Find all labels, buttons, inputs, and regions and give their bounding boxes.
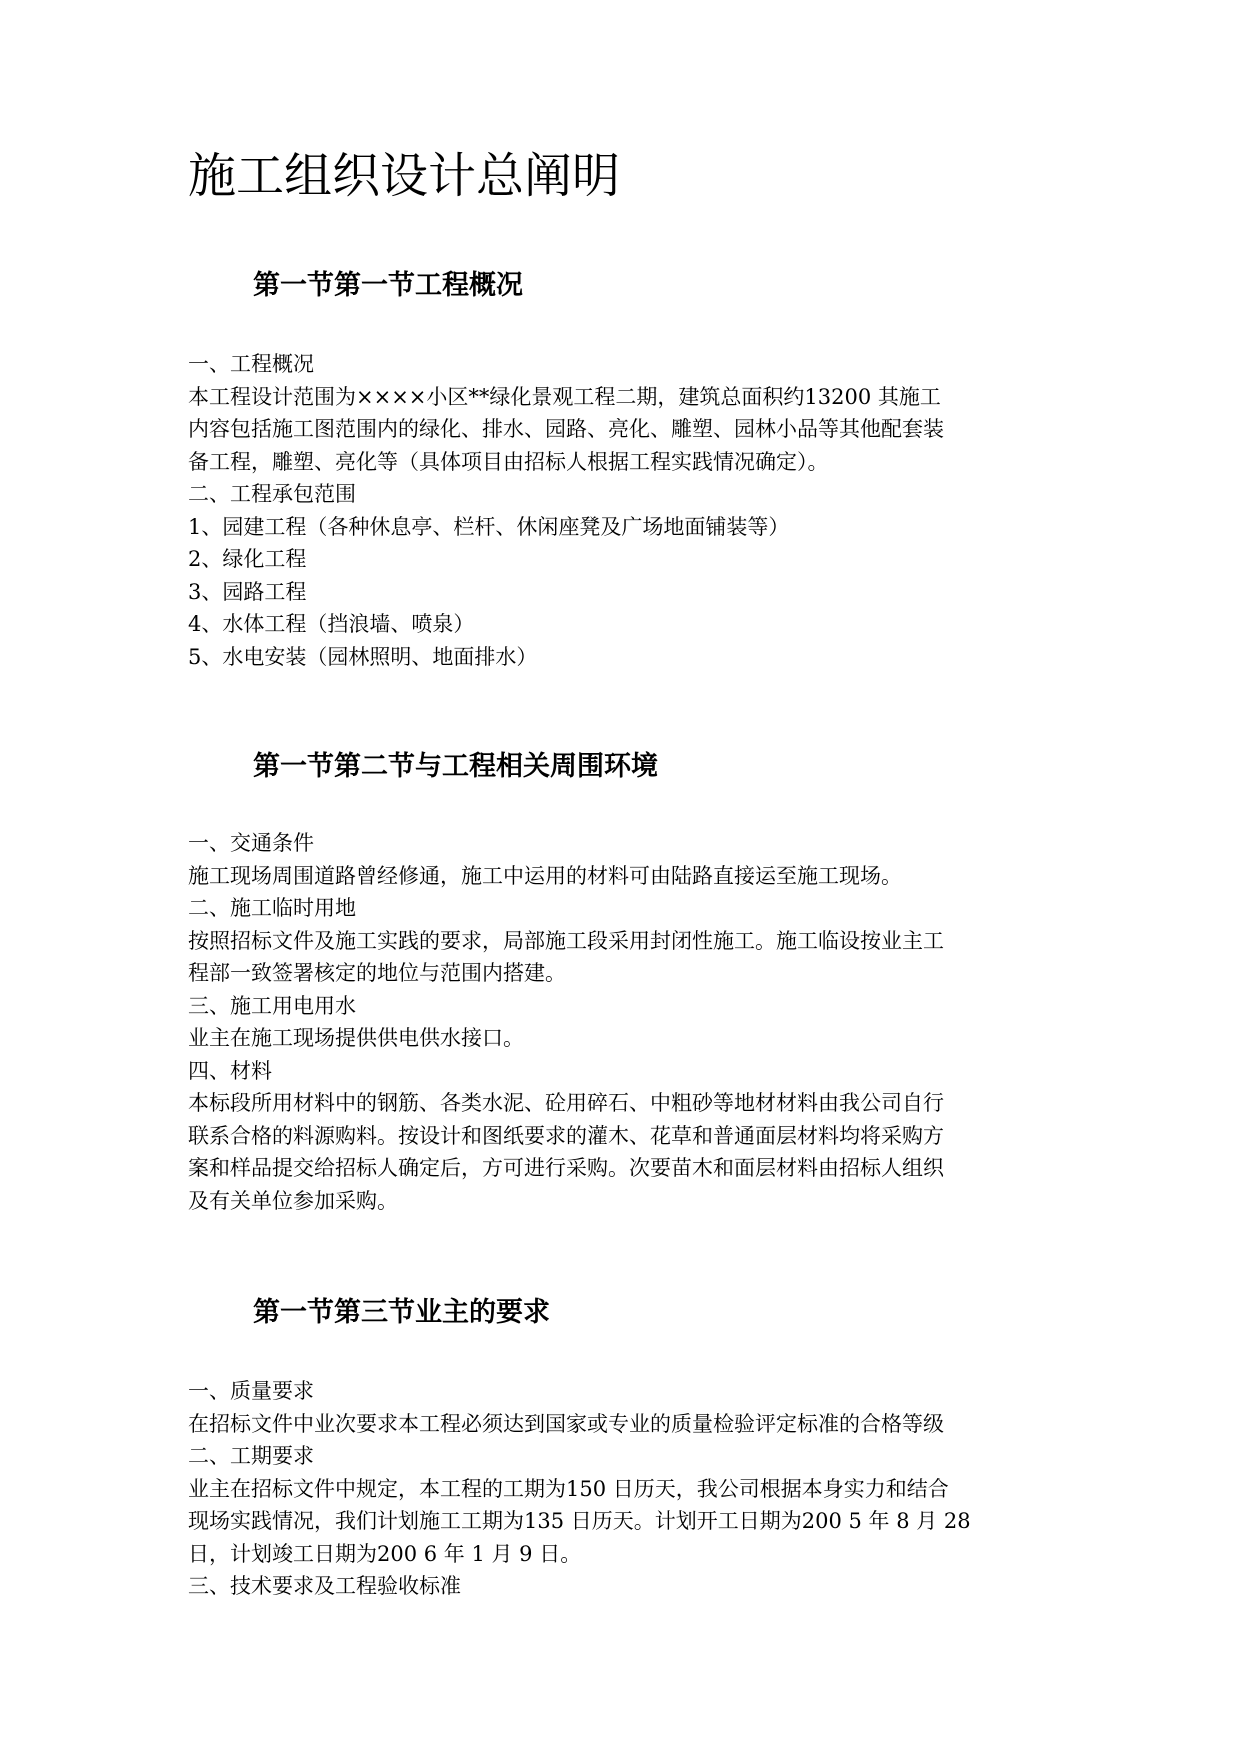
section-body-2 [188,827,1088,1217]
section-body-1 [188,348,1088,673]
paragraph-line: 备工程，雕塑、亮化等（具体项目由招标人根据工程实践情况确定）。 [188,449,829,474]
list-item: 2、绿化工程 [188,547,307,571]
subheading-line: 一、交通条件 [188,831,314,855]
document-title: 施工组织设计总阐明 [188,148,621,204]
subheading-line: 三、施工用电用水 [188,993,356,1018]
subheading-line: 一、质量要求 [188,1379,314,1403]
paragraph-line: 日，计划竣工日期为200 6 年 1 月 9 日。 [188,1541,582,1566]
subheading-line: 三、技术要求及工程验收标准 [188,1574,461,1598]
subheading-line: 四、材料 [188,1058,272,1083]
paragraph-line: 在招标文件中业次要求本工程必须达到国家或专业的质量检验评定标准的合格等级 [188,1411,944,1436]
list-item: 5、水电安装（园林照明、地面排水） [188,644,538,669]
paragraph-line: 程部一致签署核定的地位与范围内搭建。 [188,961,566,985]
subheading-line: 二、工程承包范围 [188,482,356,506]
subheading-line: 一、工程概况 [188,352,314,376]
paragraph-line: 业主在招标文件中规定，本工程的工期为150 日历天，我公司根据本身实力和结合 [188,1476,949,1501]
paragraph-line: 现场实践情况，我们计划施工工期为135 日历天。计划开工日期为200 5 年 8 月 28 [188,1509,971,1533]
section-heading-3: 第一节第三节业主的要求 [253,1297,550,1328]
paragraph-line: 本标段所用材料中的钢筋、各类水泥、砼用碎石、中粗砂等地材材料由我公司自行 [188,1091,944,1115]
subheading-line: 二、施工临时用地 [188,896,356,920]
paragraph-line: 案和样品提交给招标人确定后，方可进行采购。次要苗木和面层材料由招标人组织 [188,1156,944,1180]
paragraph-line: 业主在施工现场提供供电供水接口。 [188,1026,524,1050]
paragraph-line: 按照招标文件及施工实践的要求，局部施工段采用封闭性施工。施工临设按业主工 [188,928,944,953]
section-body-3 [188,1375,1088,1603]
subheading-line: 二、工期要求 [188,1444,314,1468]
section-heading-2: 第一节第二节与工程相关周围环境 [253,751,658,782]
paragraph-line: 联系合格的料源购料。按设计和图纸要求的灌木、花草和普通面层材料均将采购方 [188,1123,944,1148]
list-item: 1、园建工程（各种休息亭、栏杆、休闲座凳及广场地面铺装等） [188,514,790,539]
paragraph-line: 内容包括施工图范围内的绿化、排水、园路、亮化、雕塑、园林小品等其他配套装 [188,417,944,441]
list-item: 3、园路工程 [188,579,307,604]
section-heading-1: 第一节第一节工程概况 [253,270,523,301]
paragraph-line: 及有关单位参加采购。 [188,1188,398,1213]
paragraph-line: 本工程设计范围为××××小区**绿化景观工程二期，建筑总面积约13200 其施工 [188,384,941,409]
list-item: 4、水体工程（挡浪墙、喷泉） [188,612,475,636]
paragraph-line: 施工现场周围道路曾经修通，施工中运用的材料可由陆路直接运至施工现场。 [188,863,902,888]
